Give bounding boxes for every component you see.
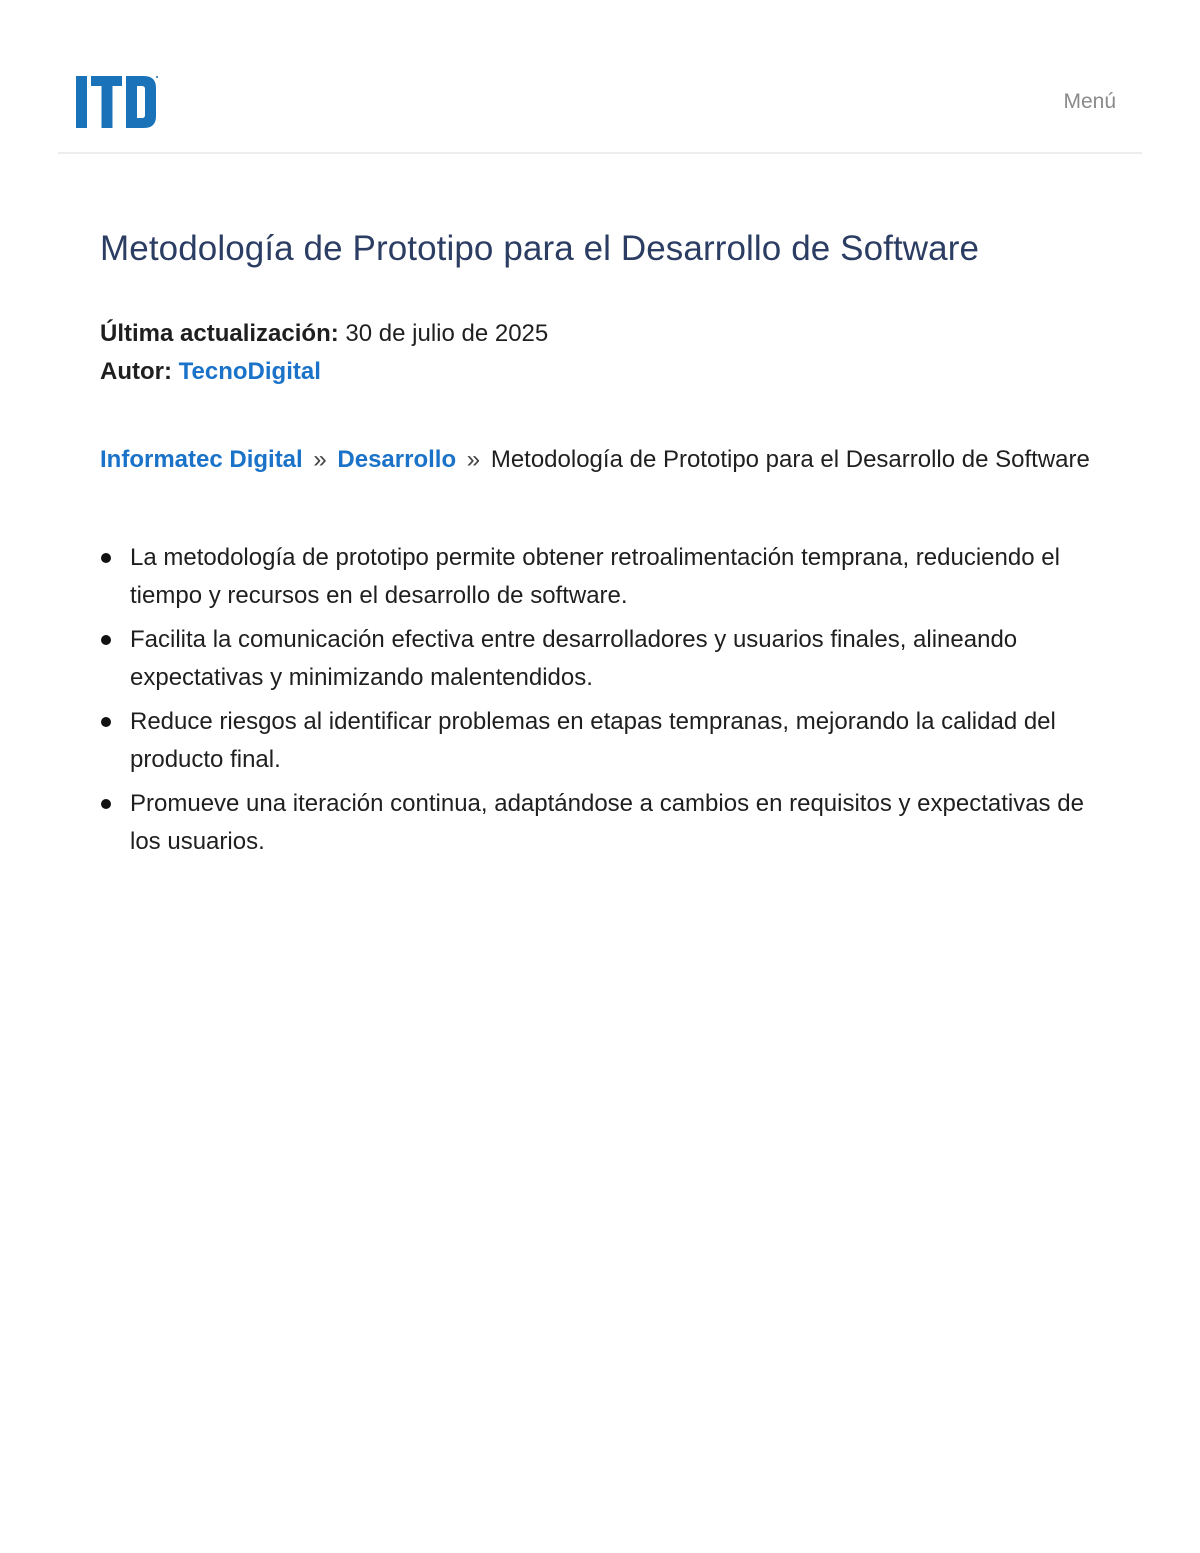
list-item-text: La metodología de prototipo permite obtener retroalimentación temprana, reduciendo el tiempo y recursos en el desarrollo de software. (130, 544, 1060, 609)
list-item (100, 785, 1095, 861)
breadcrumb-separator: » (466, 446, 481, 473)
list-item (100, 539, 1095, 615)
list-item (100, 621, 1095, 697)
site-logo[interactable] (76, 74, 160, 130)
last-updated (100, 315, 1100, 353)
bullet-icon (101, 799, 111, 809)
last-updated-label: Última actualización: (100, 320, 339, 347)
menu-button[interactable]: Menú (1063, 90, 1116, 113)
author (100, 353, 1100, 391)
author-label: Autor: (100, 358, 172, 385)
bullet-icon (101, 635, 111, 645)
breadcrumb-current: Metodología de Prototipo para el Desarrollo de Software (490, 446, 1090, 473)
article-meta (100, 315, 1100, 391)
main-content (100, 226, 1100, 867)
itd-logo-icon (76, 74, 160, 130)
page-title: Metodología de Prototipo para el Desarrollo de Software (100, 229, 980, 268)
breadcrumb-category-link[interactable]: Desarrollo (337, 446, 457, 473)
list-item-text: Reduce riesgos al identificar problemas en etapas tempranas, mejorando la calidad del producto final. (130, 708, 1056, 773)
bullet-icon (101, 717, 111, 727)
list-item (100, 703, 1095, 779)
list-item-text: Facilita la comunicación efectiva entre desarrolladores y usuarios finales, alineando expectativas y minimizando malentendidos. (130, 626, 1018, 691)
site-header (58, 0, 1142, 154)
list-item-text: Promueve una iteración continua, adaptándose a cambios en requisitos y expectativas de los usuarios. (130, 790, 1084, 855)
summary-list (100, 539, 1100, 861)
author-link[interactable]: TecnoDigital (178, 358, 321, 385)
bullet-icon (101, 553, 111, 563)
breadcrumb-separator: » (313, 446, 327, 473)
breadcrumb-home-link[interactable]: Informatec Digital (100, 446, 303, 473)
breadcrumb (100, 441, 1100, 479)
last-updated-value: 30 de julio de 2025 (345, 320, 549, 347)
